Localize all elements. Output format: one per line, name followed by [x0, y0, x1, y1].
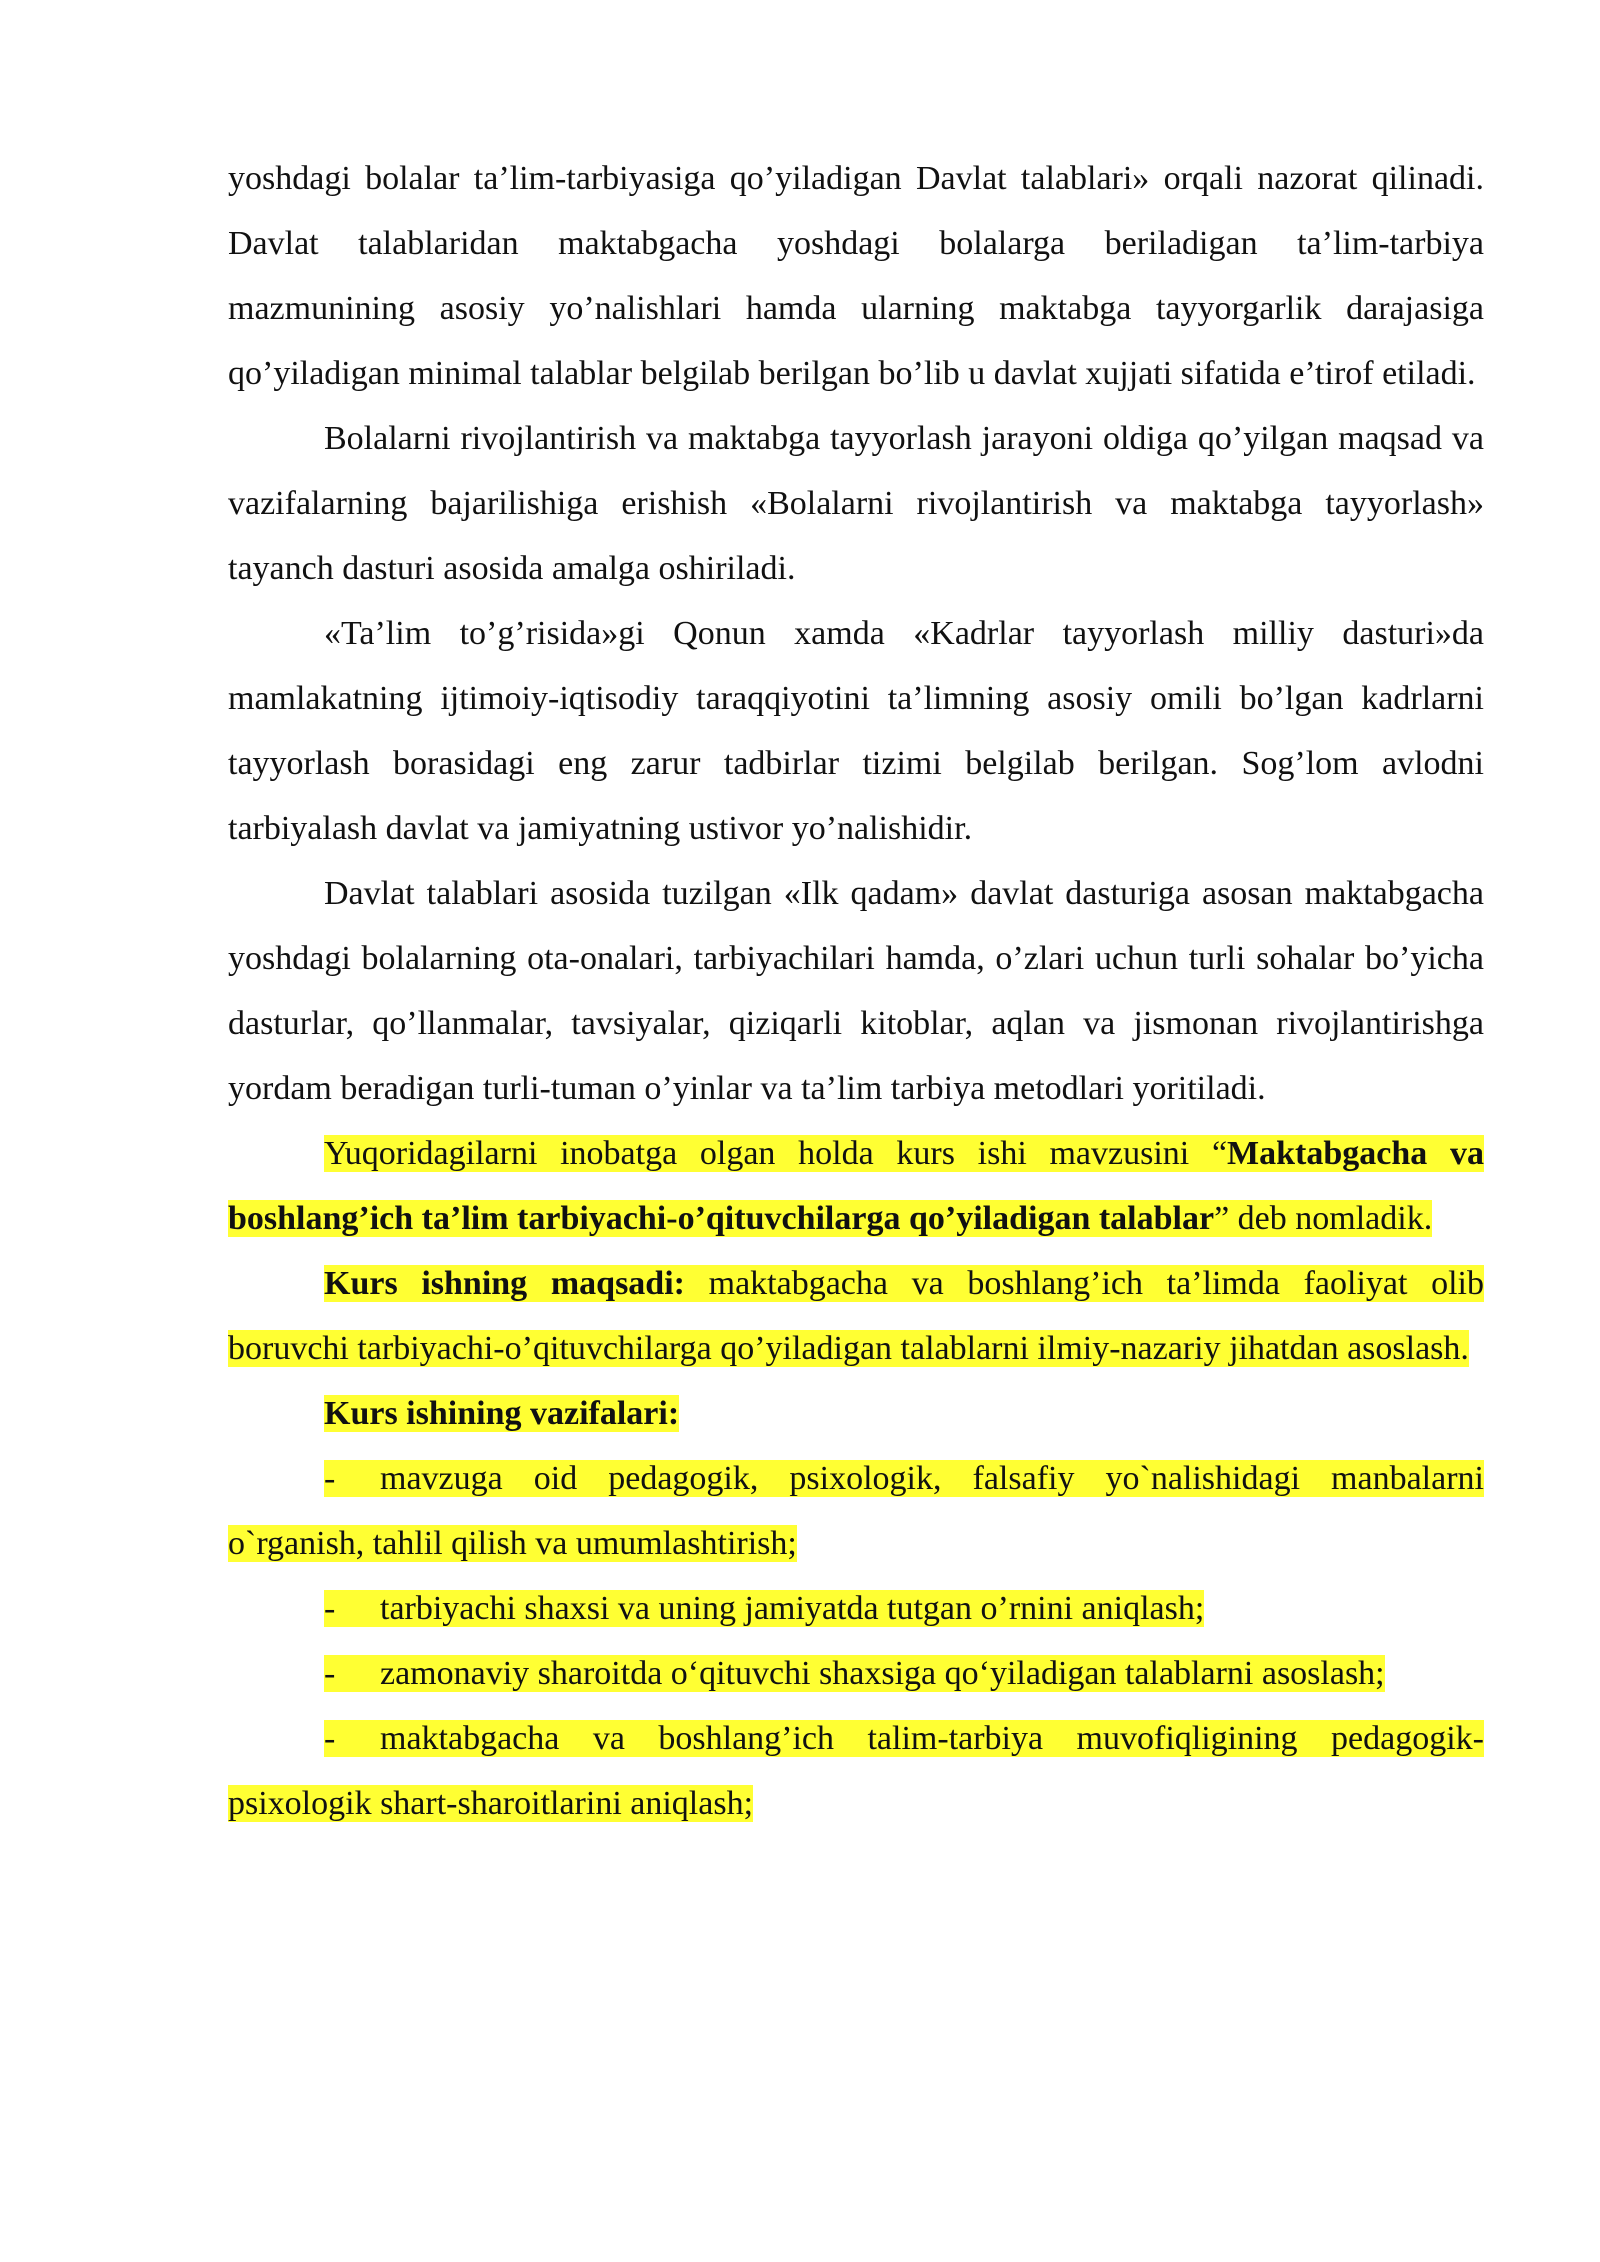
task-item-text: mavzuga oid pedagogik, psixologik, falsafiy yo`nalishidagi manbalarni o`rganish, tahlil qilish va umumlashtirish; — [228, 1460, 1484, 1562]
task-item-text: maktabgacha va boshlang’ich talim-tarbiya muvofiqligining pedagogik-psixologik shart-sharoitlarini aniqlash; — [228, 1720, 1484, 1822]
task-dash: - — [324, 1460, 336, 1497]
paragraph-ilk-qadam: Davlat talablari asosida tuzilgan «Ilk qadam» davlat dasturiga asosan maktabgacha yoshdagi bolalarning ota-onalari, tarbiyachilari hamda, o’zlari uchun turli sohalar bo’yicha dasturlar, qo’llanmalar, tavsiyalar, qiziqarli kitoblar, aqlan va jismonan rivojlantirishga yordam beradigan turli-tuman o’yinlar va ta’lim tarbiya metodlari yoritiladi. — [228, 875, 1484, 1107]
document-page — [228, 146, 1484, 1836]
task-item — [228, 1641, 1484, 1706]
goal-label: Kurs ishning maqsadi: — [324, 1265, 685, 1302]
task-dash: - — [324, 1655, 336, 1692]
task-item — [228, 1576, 1484, 1641]
topic-intro: Yuqoridagilarni inobatga olgan holda kurs ishi mavzusini “ — [324, 1135, 1228, 1172]
task-item-text: tarbiyachi shaxsi va uning jamiyatda tutgan o’rnini aniqlash; — [380, 1590, 1205, 1627]
tasks-heading-text: Kurs ishining vazifalari: — [324, 1395, 680, 1432]
paragraph-course-topic — [228, 1121, 1484, 1251]
task-dash: - — [324, 1720, 336, 1757]
paragraph-state-requirements: yoshdagi bolalar ta’lim-tarbiyasiga qo’yiladigan Davlat talablari» orqali nazorat qilinadi. Davlat talablaridan maktabgacha yoshdagi bolalarga beriladigan ta’lim-tarbiya mazmunining asosiy yo’nalishlari hamda ularning maktabga tayyorgarlik darajasiga qo’yiladigan minimal talablar belgilab berilgan bo’lib u davlat xujjati sifatida e’tirof etiladi. — [228, 160, 1484, 392]
goal-text: maktabgacha va boshlang’ich ta’limda faoliyat olib boruvchi tarbiyachi-o’qituvchilarga qo’yiladigan talablarni ilmiy-nazariy jihatdan asoslash. — [228, 1265, 1484, 1367]
task-item — [228, 1446, 1484, 1576]
task-dash: - — [324, 1590, 336, 1627]
paragraph-development-program: Bolalarni rivojlantirish va maktabga tayyorlash jarayoni oldiga qo’yilgan maqsad va vazifalarning bajarilishiga erishish «Bolalarni rivojlantirish va maktabga tayyorlash» tayanch dasturi asosida amalga oshiriladi. — [228, 420, 1484, 587]
topic-outro: ” deb nomladik. — [1214, 1200, 1433, 1237]
topic-title: Maktabgacha va boshlang’ich ta’lim tarbiyachi-o’qituvchilarga qo’yiladigan talablar — [228, 1135, 1484, 1237]
tasks-heading — [228, 1381, 1484, 1446]
task-item — [228, 1706, 1484, 1836]
task-item-text: zamonaviy sharoitda o‘qituvchi shaxsiga qo‘yiladigan talablarni asoslash; — [380, 1655, 1385, 1692]
paragraph-education-law: «Ta’lim to’g’risida»gi Qonun xamda «Kadrlar tayyorlash milliy dasturi»da mamlakatning ijtimoiy-iqtisodiy taraqqiyotini ta’limning asosiy omili bo’lgan kadrlarni tayyorlash borasidagi eng zarur tadbirlar tizimi belgilab berilgan. Sog’lom avlodni tarbiyalash davlat va jamiyatning ustivor yo’nalishidir. — [228, 615, 1484, 847]
paragraph-course-goal — [228, 1251, 1484, 1381]
